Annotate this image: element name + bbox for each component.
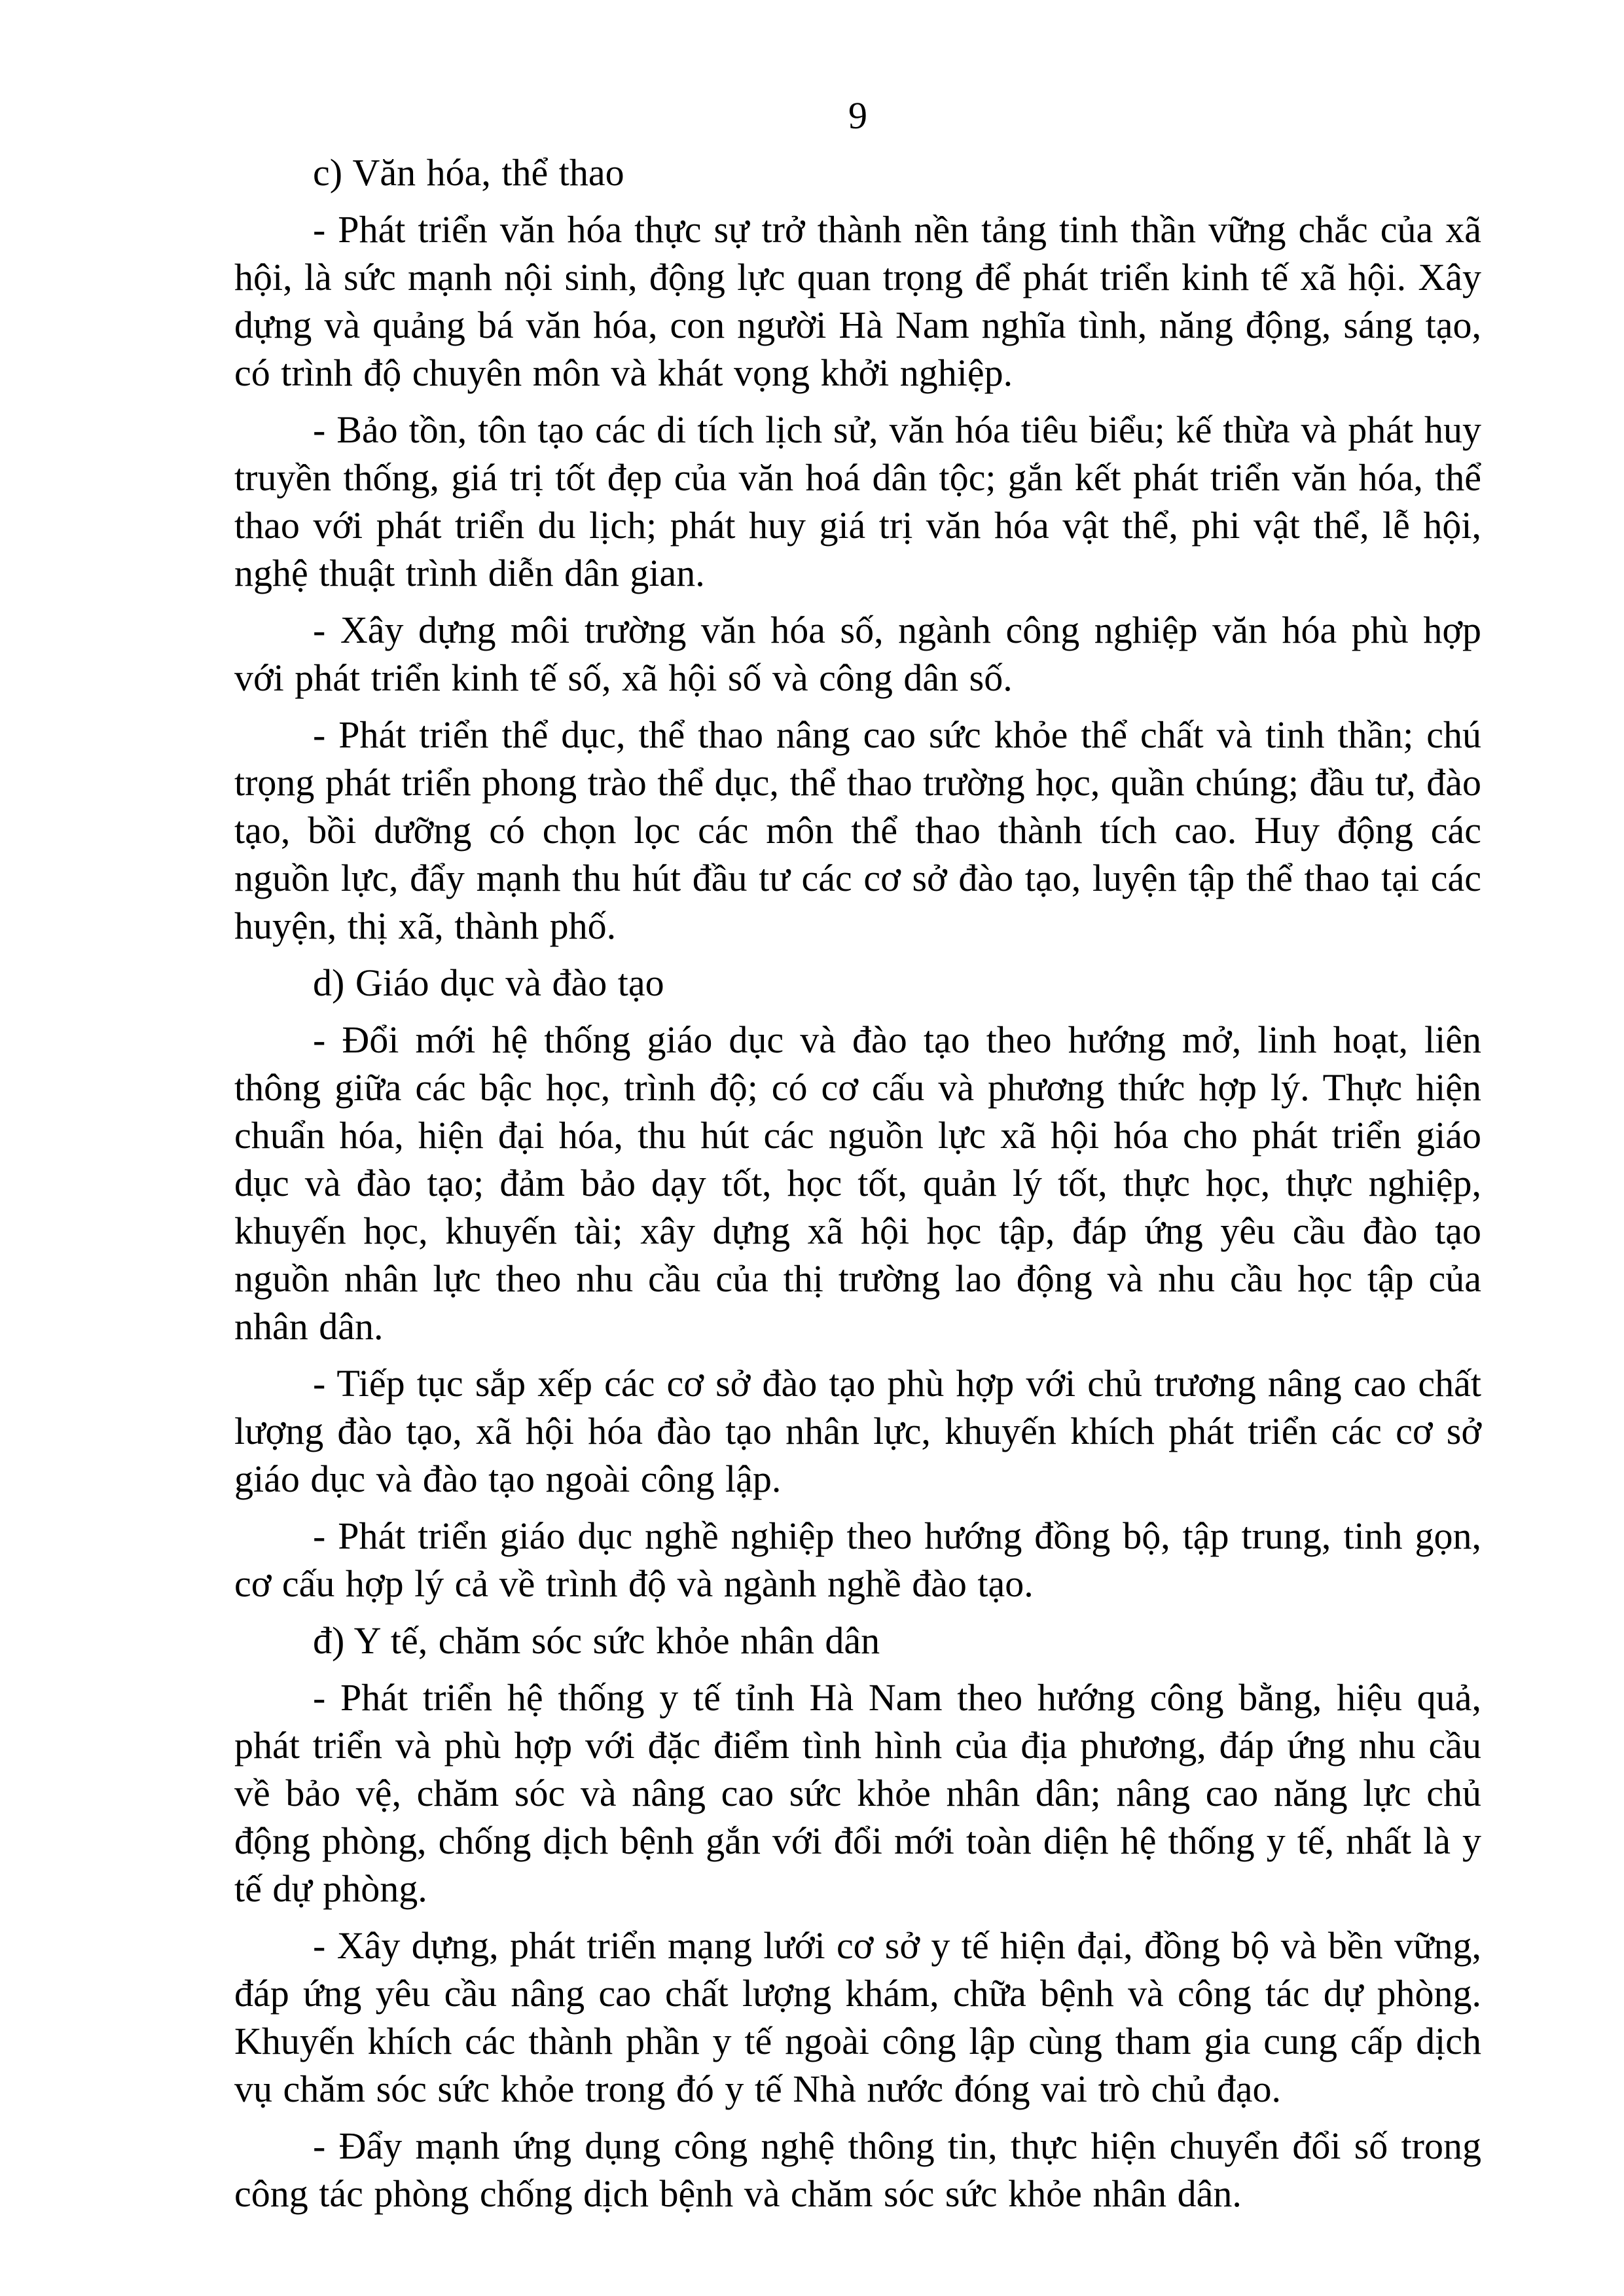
body-paragraph: - Xây dựng, phát triển mạng lưới cơ sở y tế hiện đại, đồng bộ và bền vững, đáp ứng yêu cầu nâng cao chất lượng khám, chữa bệnh và công tác dự phòng. Khuyến khích các thành phần y tế ngoài công lập cùng tham gia cung cấp dịch vụ chăm sóc sức khỏe trong đó y tế Nhà nước đóng vai trò chủ đạo. <box>234 1924 1481 2110</box>
body-paragraph: - Phát triển hệ thống y tế tỉnh Hà Nam theo hướng công bằng, hiệu quả, phát triển và phù hợp với đặc điểm tình hình của địa phương, đáp ứng nhu cầu về bảo vệ, chăm sóc và nâng cao sức khỏe nhân dân; nâng cao năng lực chủ động phòng, chống dịch bệnh gắn với đổi mới toàn diện hệ thống y tế, nhất là y tế dự phòng. <box>234 1676 1481 1910</box>
document-body <box>234 149 1481 2217</box>
body-paragraph: - Bảo tồn, tôn tạo các di tích lịch sử, văn hóa tiêu biểu; kế thừa và phát huy truyền thống, giá trị tốt đẹp của văn hoá dân tộc; gắn kết phát triển văn hóa, thể thao với phát triển du lịch; phát huy giá trị văn hóa vật thể, phi vật thể, lễ hội, nghệ thuật trình diễn dân gian. <box>234 408 1481 594</box>
body-paragraph: - Đẩy mạnh ứng dụng công nghệ thông tin, thực hiện chuyển đổi số trong công tác phòng chống dịch bệnh và chăm sóc sức khỏe nhân dân. <box>234 2125 1481 2215</box>
body-paragraph: - Phát triển thể dục, thể thao nâng cao sức khỏe thể chất và tinh thần; chú trọng phát triển phong trào thể dục, thể thao trường học, quần chúng; đầu tư, đào tạo, bồi dưỡng có chọn lọc các môn thể thao thành tích cao. Huy động các nguồn lực, đẩy mạnh thu hút đầu tư các cơ sở đào tạo, luyện tập thể thao tại các huyện, thị xã, thành phố. <box>234 713 1481 947</box>
section-heading: d) Giáo dục và đào tạo <box>313 961 664 1004</box>
body-paragraph: - Đổi mới hệ thống giáo dục và đào tạo theo hướng mở, linh hoạt, liên thông giữa các bậc học, trình độ; có cơ cấu và phương thức hợp lý. Thực hiện chuẩn hóa, hiện đại hóa, thu hút các nguồn lực xã hội hóa cho phát triển giáo dục và đào tạo; đảm bảo dạy tốt, học tốt, quản lý tốt, thực học, thực nghiệp, khuyến học, khuyến tài; xây dựng xã hội học tập, đáp ứng yêu cầu đào tạo nguồn nhân lực theo nhu cầu của thị trường lao động và nhu cầu học tập của nhân dân. <box>234 1018 1481 1348</box>
body-paragraph: - Phát triển văn hóa thực sự trở thành nền tảng tinh thần vững chắc của xã hội, là sức mạnh nội sinh, động lực quan trọng để phát triển kinh tế xã hội. Xây dựng và quảng bá văn hóa, con người Hà Nam nghĩa tình, năng động, sáng tạo, có trình độ chuyên môn và khát vọng khởi nghiệp. <box>234 208 1481 394</box>
page-number: 9 <box>848 94 867 137</box>
section-heading: đ) Y tế, chăm sóc sức khỏe nhân dân <box>313 1619 880 1662</box>
text-block <box>234 92 1481 2217</box>
body-paragraph: - Phát triển giáo dục nghề nghiệp theo hướng đồng bộ, tập trung, tinh gọn, cơ cấu hợp lý cả về trình độ và ngành nghề đào tạo. <box>234 1515 1481 1605</box>
body-paragraph: - Xây dựng môi trường văn hóa số, ngành công nghiệp văn hóa phù hợp với phát triển kinh tế số, xã hội số và công dân số. <box>234 609 1481 699</box>
body-paragraph: - Tiếp tục sắp xếp các cơ sở đào tạo phù hợp với chủ trương nâng cao chất lượng đào tạo, xã hội hóa đào tạo nhân lực, khuyến khích phát triển các cơ sở giáo dục và đào tạo ngoài công lập. <box>234 1362 1481 1500</box>
section-heading: c) Văn hóa, thể thao <box>313 151 624 194</box>
